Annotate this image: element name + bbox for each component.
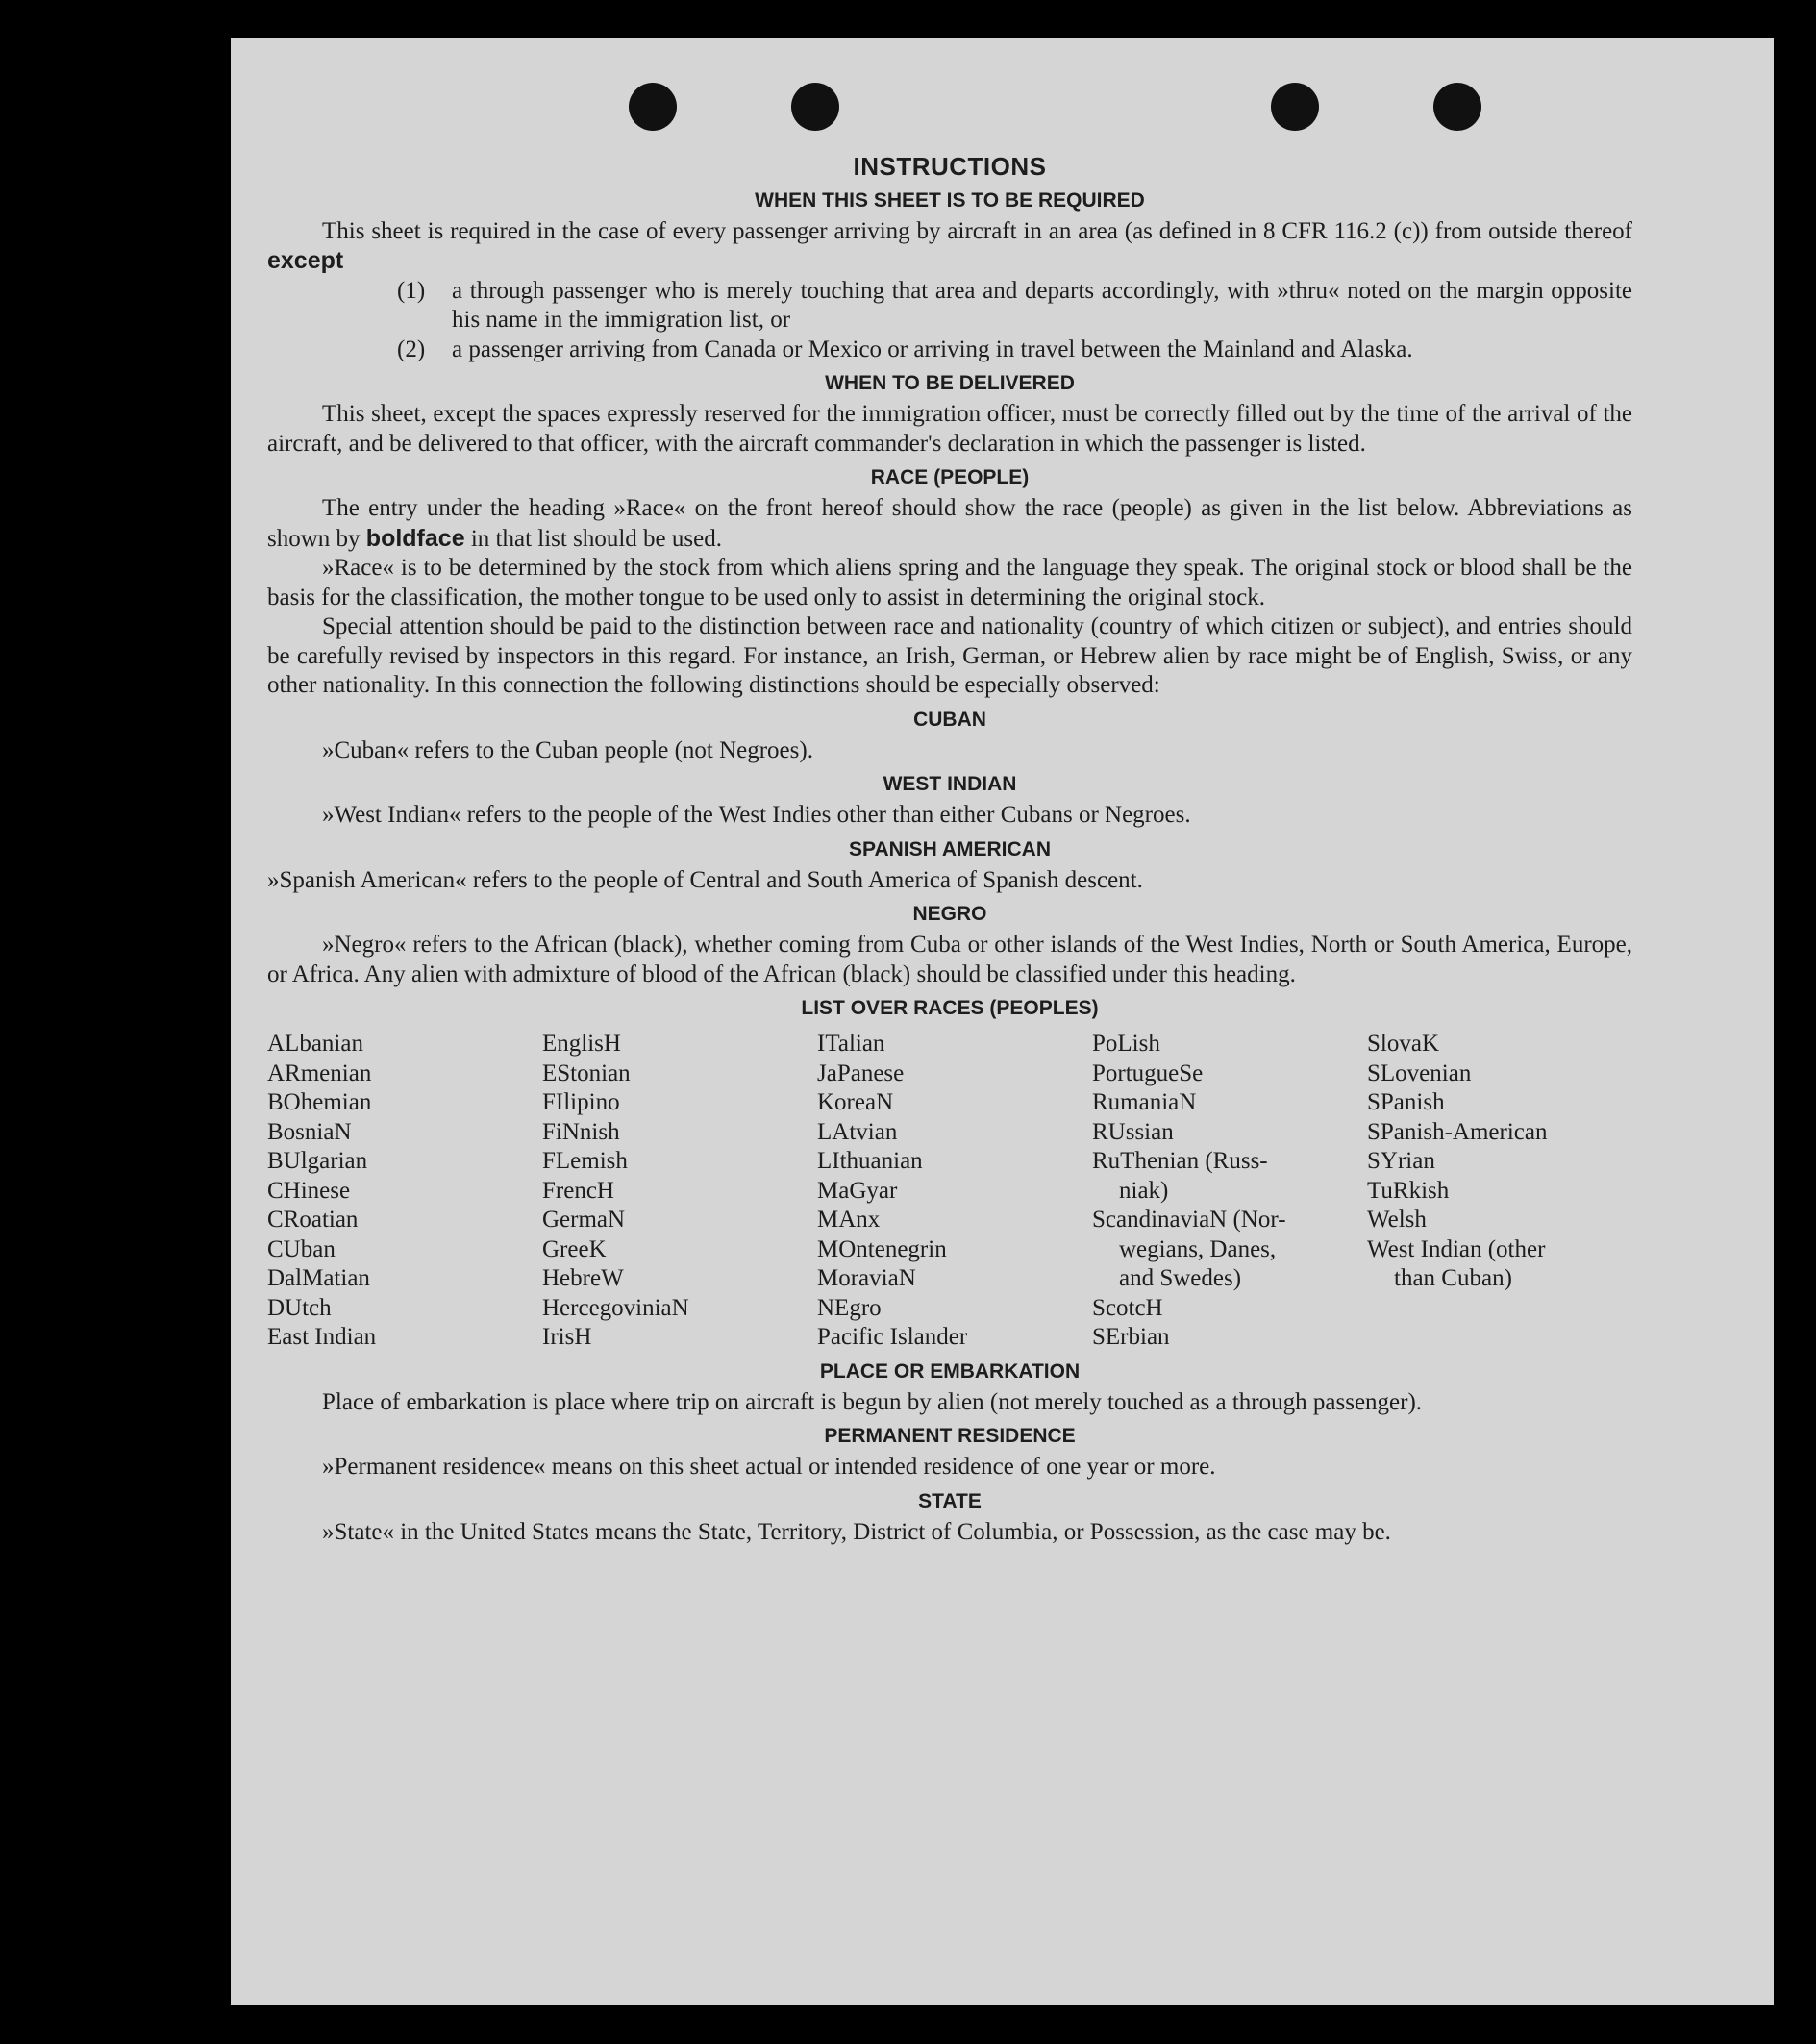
race-list-item: ScandinaviaN (Nor-	[1092, 1207, 1286, 1233]
race-list-item: West Indian (other	[1367, 1235, 1546, 1262]
race-list-item: Welsh	[1367, 1207, 1427, 1233]
race-list-item: PoLish	[1092, 1031, 1160, 1057]
race-list-item: KoreaN	[817, 1089, 894, 1115]
race-list-item: Pacific Islander	[817, 1324, 968, 1350]
item-text: a through passenger who is merely touching that area and departs accordingly, with »thru« noted on the margin opposite his name in the immigration list, or	[452, 277, 1632, 333]
race-list-item: SPanish-American	[1367, 1118, 1548, 1145]
required-paragraph	[267, 217, 1632, 277]
required-except: except	[267, 247, 344, 274]
item-number: (2)	[397, 336, 426, 362]
race-paragraph-3: Special attention should be paid to the distinction between race and nationality (country of which citizen or subject), and entries should be carefully revised by inspectors in this regard. For instance, an Irish, German, or Hebrew alien by race might be of English, Swiss, or any other nationality. In this connection the following distinctions should be especially observed:	[267, 613, 1632, 698]
section-title-spanish-american: SPANISH AMERICAN	[848, 837, 1051, 860]
section-title-state: STATE	[918, 1489, 982, 1512]
document-sheet	[231, 38, 1774, 2005]
negro-paragraph: »Negro« refers to the African (black), whether coming from Cuba or other islands of the West Indies, North or South America, Europe, or Africa. Any alien with admixture of blood of the African (black) should be classified under this heading.	[267, 932, 1632, 987]
race-list-item: BUlgarian	[267, 1148, 368, 1174]
cuban-paragraph: »Cuban« refers to the Cuban people (not Negroes).	[322, 736, 813, 763]
item-number: (1)	[397, 277, 426, 304]
race-list-item: PortugueSe	[1092, 1059, 1204, 1086]
race-list-item: ScotcH	[1092, 1294, 1163, 1321]
race-list-column	[1092, 1030, 1367, 1353]
race-list-item: NEgro	[817, 1294, 882, 1321]
race-list-column	[267, 1030, 542, 1353]
race-list-item: JaPanese	[817, 1059, 905, 1086]
race-list-item: CRoatian	[267, 1207, 359, 1233]
race-list-item: wegians, Danes,	[1119, 1235, 1277, 1262]
race-list-item: GermaN	[542, 1207, 626, 1233]
race-list-item: MAnx	[817, 1207, 881, 1233]
race-list-item: RuThenian (Russ-	[1092, 1148, 1268, 1174]
race-list-item: RUssian	[1092, 1118, 1174, 1145]
race-list-item: SYrian	[1367, 1148, 1435, 1174]
race-text: in that list should be used.	[470, 525, 722, 552]
residence-paragraph: »Permanent residence« means on this sheet actual or intended residence of one year or more.	[322, 1454, 1216, 1480]
section-title-race-list: LIST OVER RACES (PEOPLES)	[801, 997, 1099, 1019]
required-item-1	[267, 277, 1632, 336]
punch-hole	[791, 83, 839, 131]
race-list-item: FiNnish	[542, 1118, 620, 1145]
state-paragraph: »State« in the United States means the State, Territory, District of Columbia, or Possession, as the case may be.	[322, 1518, 1391, 1545]
race-list-item: SPanish	[1367, 1089, 1445, 1115]
race-list-item: CUban	[267, 1235, 336, 1262]
race-list-item: FrencH	[542, 1177, 614, 1204]
spanish-american-paragraph: »Spanish American« refers to the people of Central and South America of Spanish descent.	[267, 866, 1143, 893]
section-title-west-indian: WEST INDIAN	[883, 773, 1017, 795]
required-text: This sheet is required in the case of every passenger arriving by aircraft in an area (as defined in 8 CFR 116.2 (c)) from outside thereof	[322, 217, 1632, 244]
race-list-column	[1367, 1030, 1632, 1353]
race-list-item: ITalian	[817, 1031, 885, 1057]
section-title-negro: NEGRO	[912, 903, 987, 925]
race-text: The entry under the heading »Race« on the front hereof should show the race (people) as given in the list below. Abbreviations as shown by	[267, 495, 1632, 552]
race-paragraph-2: »Race« is to be determined by the stock from which aliens spring and the language they speak. The original stock or blood shall be the basis for the classification, the mother tongue to be used only to assist in determining the original stock.	[267, 555, 1632, 611]
race-list-item: LIthuanian	[817, 1148, 923, 1174]
race-boldface: boldface	[365, 524, 465, 552]
embarkation-paragraph: Place of embarkation is place where trip on aircraft is begun by alien (not merely touched as a through passenger).	[322, 1388, 1423, 1415]
section-title-residence: PERMANENT RESIDENCE	[824, 1425, 1076, 1447]
section-title-cuban: CUBAN	[913, 708, 986, 731]
section-title-required: WHEN THIS SHEET IS TO BE REQUIRED	[755, 188, 1145, 212]
race-list-item: HebreW	[542, 1265, 624, 1291]
race-paragraph-1	[267, 494, 1632, 554]
punch-hole	[1271, 83, 1319, 131]
race-list-item: DalMatian	[267, 1265, 370, 1291]
punch-hole	[629, 83, 677, 131]
section-title-embarkation: PLACE OR EMBARKATION	[819, 1359, 1081, 1383]
section-title-delivered: WHEN TO BE DELIVERED	[825, 372, 1075, 394]
page-title: INSTRUCTIONS	[853, 152, 1047, 181]
race-list-item: GreeK	[542, 1235, 607, 1262]
instructions-content	[267, 152, 1632, 1547]
section-title-race: RACE (PEOPLE)	[870, 466, 1030, 488]
race-list-item: BOhemian	[267, 1089, 372, 1115]
race-list-item: MoraviaN	[817, 1265, 916, 1291]
race-list-item: MaGyar	[817, 1177, 898, 1204]
race-list-item: SLovenian	[1367, 1059, 1472, 1086]
race-list-item: FIlipino	[542, 1089, 620, 1115]
item-text: a passenger arriving from Canada or Mexico or arriving in travel between the Mainland and Alaska.	[452, 336, 1413, 362]
race-list-item: BosniaN	[267, 1118, 352, 1145]
race-list-item: RumaniaN	[1092, 1089, 1197, 1115]
race-list-item: and Swedes)	[1119, 1265, 1242, 1291]
race-list-item: than Cuban)	[1394, 1265, 1512, 1291]
race-list-item: HercegoviniaN	[542, 1294, 689, 1321]
required-item-2	[267, 336, 1632, 365]
race-list-item: ARmenian	[267, 1059, 372, 1086]
race-list-item: LAtvian	[817, 1118, 898, 1145]
race-list-item: SlovaK	[1367, 1031, 1439, 1057]
race-list-item: CHinese	[267, 1177, 351, 1204]
race-list-item: FLemish	[542, 1148, 628, 1174]
race-list	[267, 1030, 1632, 1353]
delivered-paragraph: This sheet, except the spaces expressly reserved for the immigration officer, must be correctly filled out by the time of the arrival of the aircraft, and be delivered to that officer, with the aircraft commander's declaration in which the passenger is listed.	[267, 401, 1632, 457]
race-list-item: MOntenegrin	[817, 1235, 947, 1262]
race-list-item: SErbian	[1092, 1324, 1170, 1350]
race-list-column	[542, 1030, 817, 1353]
race-list-item: niak)	[1119, 1177, 1169, 1204]
race-list-column	[817, 1030, 1092, 1353]
punch-hole	[1433, 83, 1481, 131]
race-list-item: DUtch	[267, 1294, 332, 1321]
race-list-item: East Indian	[267, 1324, 377, 1350]
race-list-item: EnglisH	[542, 1031, 621, 1057]
race-list-item: EStonian	[542, 1059, 631, 1086]
race-list-item: ALbanian	[267, 1031, 363, 1057]
race-list-item: TuRkish	[1367, 1177, 1450, 1204]
race-list-item: IrisH	[542, 1324, 592, 1350]
west-indian-paragraph: »West Indian« refers to the people of the West Indies other than either Cubans or Negroes.	[322, 802, 1191, 828]
